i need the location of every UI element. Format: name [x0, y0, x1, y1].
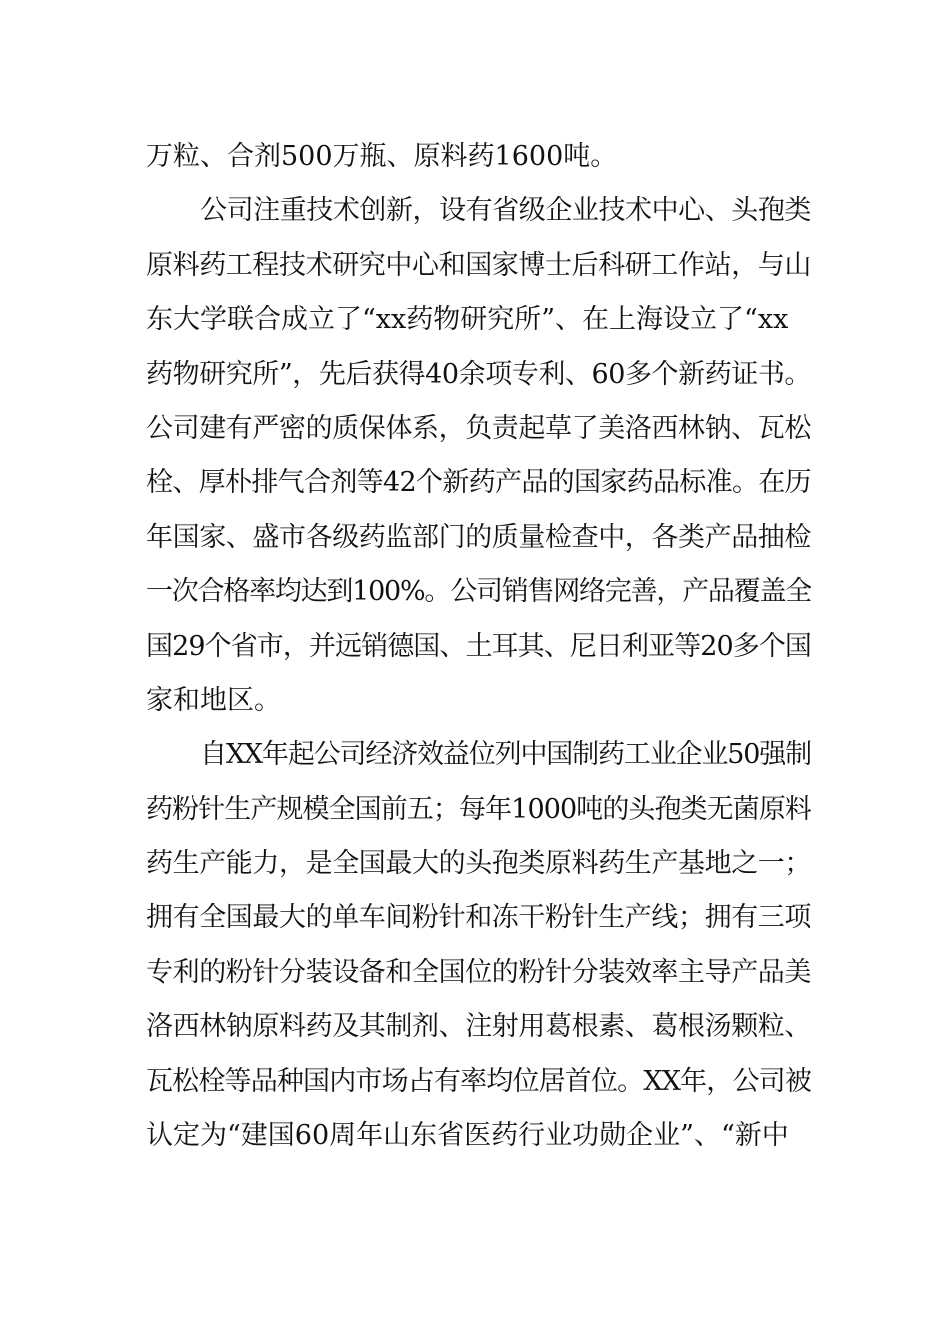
text-line: 家和地区。	[146, 684, 281, 716]
text-line: 一次合格率均达到100%。公司销售网络完善，产品覆盖全	[146, 576, 811, 608]
text-line: 药粉针生产规模全国前五；每年1000吨的头孢类无菌原料	[146, 793, 811, 825]
text-line: 认定为“建国60周年山东省医药行业功勋企业”、“新中	[146, 1120, 789, 1152]
text-line: 公司建有严密的质保体系，负责起草了美洛西林钠、瓦松	[146, 412, 811, 444]
text-line: 药生产能力，是全国最大的头孢类原料药生产基地之一；	[146, 848, 811, 880]
text-line: 国29个省市，并远销德国、土耳其、尼日利亚等20多个国	[146, 630, 811, 662]
text-line: 原料药工程技术研究中心和国家博士后科研工作站，与山	[146, 249, 811, 281]
text-line: 年国家、盛市各级药监部门的质量检查中，各类产品抽检	[146, 521, 811, 553]
text-line: 公司注重技术创新，设有省级企业技术中心、头孢类	[200, 195, 811, 227]
text-line: 东大学联合成立了“xx药物研究所”、在上海设立了“xx	[146, 304, 789, 336]
text-line: 栓、厚朴排气合剂等42个新药产品的国家药品标准。在历	[146, 467, 811, 499]
text-line: 洛西林钠原料药及其制剂、注射用葛根素、葛根汤颗粒、	[146, 1011, 811, 1043]
text-line: 瓦松栓等品种国内市场占有率均位居首位。XX年，公司被	[146, 1065, 811, 1097]
document-body	[146, 130, 811, 1163]
text-line: 自XX年起公司经济效益位列中国制药工业企业50强制	[200, 739, 811, 771]
text-line: 万粒、合剂500万瓶、原料药1600吨。	[146, 141, 618, 172]
text-line: 专利的粉针分装设备和全国位的粉针分装效率主导产品美	[146, 956, 811, 988]
text-line: 拥有全国最大的单车间粉针和冻干粉针生产线；拥有三项	[146, 902, 811, 934]
text-line: 药物研究所”，先后获得40余项专利、60多个新药证书。	[146, 358, 811, 390]
